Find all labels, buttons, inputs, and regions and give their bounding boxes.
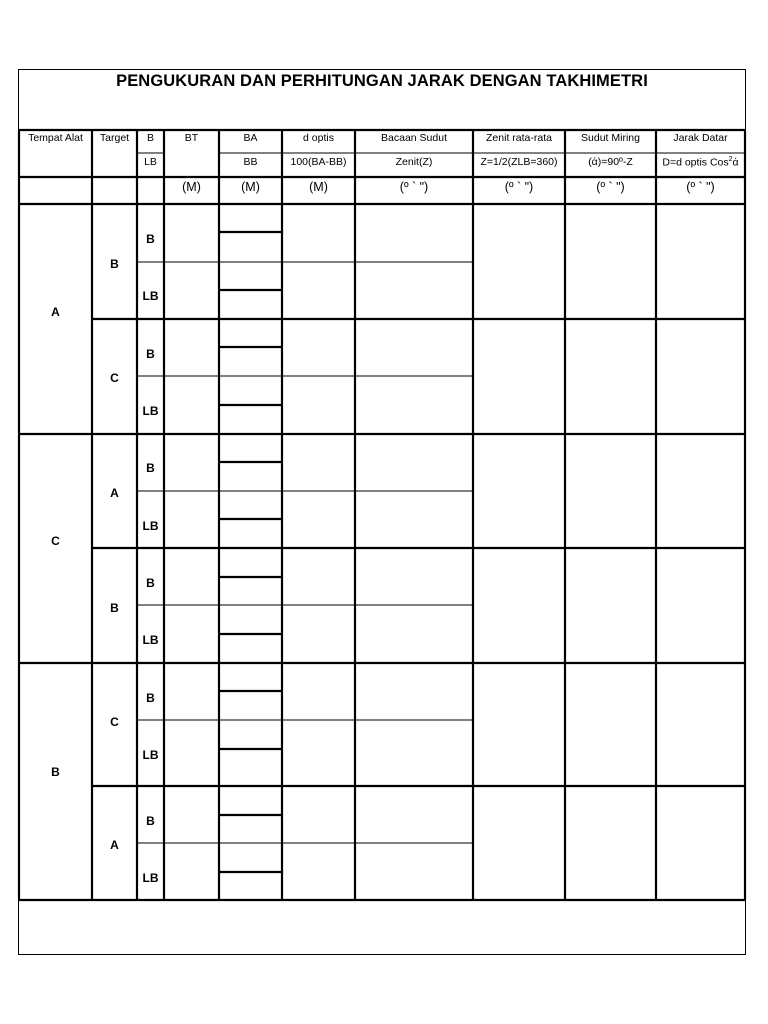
row-b-label: B	[146, 347, 155, 361]
target-label: B	[110, 257, 119, 271]
header-bacaan-sudut: Bacaan Sudut	[381, 132, 447, 144]
header-bb: BB	[243, 156, 258, 168]
target-label: C	[110, 371, 119, 385]
station-label: C	[51, 534, 60, 548]
header-miring-formula: (ά)=90º-Z	[588, 156, 633, 168]
header-zenit-rata-rata: Zenit rata-rata	[486, 132, 552, 144]
page-title: PENGUKURAN DAN PERHITUNGAN JARAK DENGAN TAKHIMETRI	[116, 72, 648, 90]
target-label: B	[110, 601, 119, 615]
header-target: Target	[99, 132, 130, 144]
header-d-optis-formula: 100(BA-BB)	[290, 156, 347, 168]
unit-bacaan-sudut: (º ` ")	[399, 180, 429, 194]
unit-jarak-datar: (º ` ")	[686, 180, 715, 194]
unit-bt: (M)	[182, 180, 201, 194]
header-ba: BA	[243, 132, 258, 144]
unit-d-optis: (M)	[309, 180, 328, 194]
header-d-optis: d optis	[303, 132, 334, 144]
row-lb-label: LB	[142, 289, 159, 303]
unit-zenit-rata: (º ` ")	[504, 180, 534, 194]
row-b-label: B	[146, 691, 155, 705]
header-zenit-formula: Z=1/2(ZLB=360)	[480, 156, 558, 168]
target-label: A	[110, 486, 119, 500]
row-lb-label: LB	[142, 404, 159, 418]
unit-ba: (M)	[241, 180, 260, 194]
row-b-label: B	[146, 461, 155, 475]
header-lb: LB	[144, 156, 157, 168]
row-lb-label: LB	[142, 633, 159, 647]
header-b: B	[146, 132, 154, 144]
header-tempat-alat: Tempat Alat	[28, 132, 83, 144]
target-label: C	[110, 715, 119, 729]
row-lb-label: LB	[142, 748, 159, 762]
unit-sudut-miring: (º ` ")	[596, 180, 625, 194]
row-b-label: B	[146, 814, 155, 828]
station-label: B	[51, 765, 60, 779]
station-label: A	[51, 305, 60, 319]
row-b-label: B	[146, 232, 155, 246]
target-label: A	[110, 838, 119, 852]
header-sudut-miring: Sudut Miring	[581, 132, 640, 144]
row-lb-label: LB	[142, 871, 159, 885]
header-zenit-z: Zenit(Z)	[395, 156, 433, 168]
header-jarak-formula: D=d optis Cos$^2$ά	[662, 156, 739, 169]
row-b-label: B	[146, 576, 155, 590]
row-lb-label: LB	[142, 519, 159, 533]
header-jarak-datar: Jarak Datar	[673, 132, 728, 144]
header-bt: BT	[184, 132, 199, 144]
